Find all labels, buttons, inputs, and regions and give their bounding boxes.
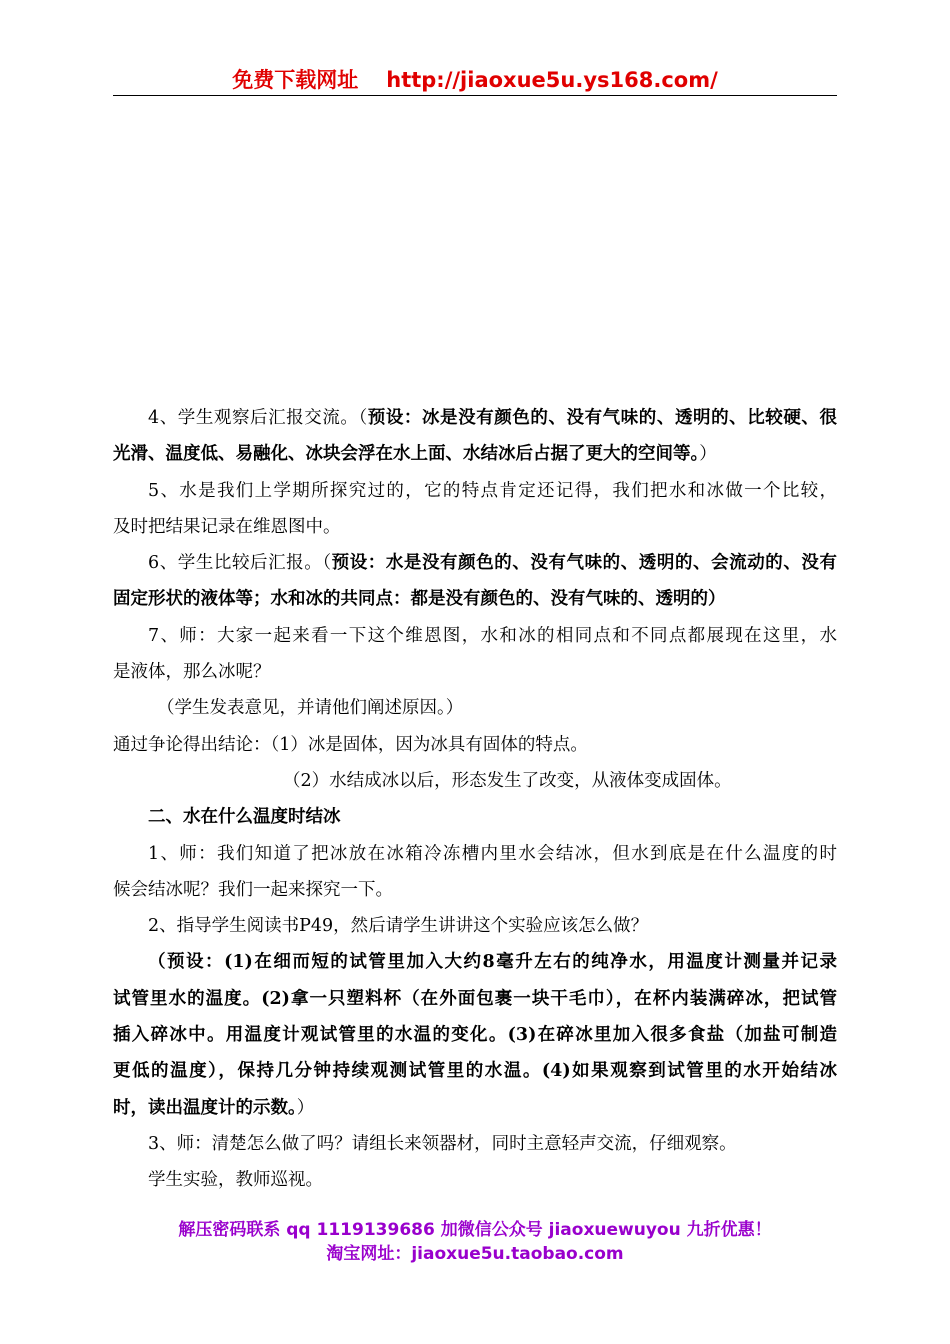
preset-line-2: 试管里水的温度。(2)拿一只塑料杯（在外面包裹一块干毛巾），在杯内装满碎冰，把试管 <box>113 988 837 1009</box>
preset-line-4: 更低的温度），保持几分钟持续观测试管里的水温。(4)如果观察到试管里的水开始结冰 <box>113 1061 837 1082</box>
paragraph-5-line-1: 5、水是我们上学期所探究过的，它的特点肯定还记得，我们把水和冰做一个比较， <box>148 480 837 501</box>
paragraph-conclusion-1: 通过争论得出结论：（1）冰是固体，因为冰具有固体的特点。 <box>113 734 588 755</box>
footer-contact: 解压密码联系 qq 1119139686 加微信公众号 jiaoxuewuyou 九折优惠！ <box>178 1220 772 1240</box>
paragraph-conclusion-2: （2）水结成冰以后，形态发生了改变，从液体变成固体。 <box>283 770 732 791</box>
step-1-line-2: 候会结冰呢？我们一起来探究一下。 <box>113 879 393 900</box>
document-body <box>113 400 837 1199</box>
preset-line-1: （预设：(1)在细而短的试管里加入大约8毫升左右的纯净水，用温度计测量并记录 <box>148 952 837 973</box>
page-header <box>113 66 837 94</box>
footer-shop-url[interactable]: 淘宝网址：jiaoxue5u.taobao.com <box>326 1244 624 1264</box>
section-heading-2: 二、水在什么温度时结冰 <box>148 807 341 828</box>
paragraph-5-line-2: 及时把结果记录在维恩图中。 <box>113 516 341 537</box>
paragraph-students-opinion: （学生发表意见，并请他们阐述原因。） <box>157 698 464 719</box>
paragraph-7-line-2: 是液体，那么冰呢？ <box>113 662 271 683</box>
step-3: 3、师：清楚怎么做了吗？请组长来领器材，同时主意轻声交流，仔细观察。 <box>148 1133 737 1154</box>
step-2: 2、指导学生阅读书P49，然后请学生讲讲这个实验应该怎么做？ <box>148 916 649 937</box>
preset-line-5: 时，读出温度计的示数。） <box>113 1097 315 1118</box>
header-url[interactable]: http://jiaoxue5u.ys168.com/ <box>386 68 718 92</box>
paragraph-6-line-1: 6、学生比较后汇报。（预设：水是没有颜色的、没有气味的、透明的、会流动的、没有 <box>148 553 837 574</box>
header-divider <box>113 95 837 96</box>
preset-line-3: 插入碎冰中。用温度计观试管里的水温的变化。(3)在碎冰里加入很多食盐（加盐可制造 <box>113 1025 837 1046</box>
paragraph-4-line-2: 光滑、温度低、易融化、冰块会浮在水上面、水结冰后占据了更大的空间等。） <box>113 444 717 465</box>
paragraph-7-line-1: 7、师：大家一起来看一下这个维恩图，水和冰的相同点和不同点都展现在这里，水 <box>148 625 837 646</box>
page-footer <box>113 1218 837 1266</box>
step-1-line-1: 1、师：我们知道了把冰放在冰箱冷冻槽内里水会结冰，但水到底是在什么温度的时 <box>148 843 837 864</box>
step-4: 学生实验，教师巡视。 <box>148 1170 323 1191</box>
paragraph-4-line-1: 4、学生观察后汇报交流。（预设：冰是没有颜色的、没有气味的、透明的、比较硬、很 <box>148 408 837 428</box>
paragraph-6-line-2: 固定形状的液体等；水和冰的共同点：都是没有颜色的、没有气味的、透明的） <box>113 589 726 610</box>
header-label: 免费下载网址 <box>232 68 359 92</box>
